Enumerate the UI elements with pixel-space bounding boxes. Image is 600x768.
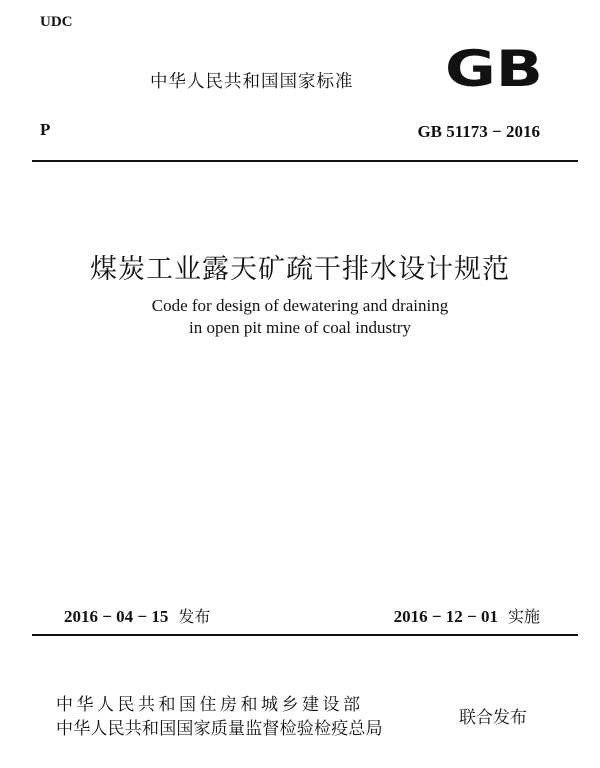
issue-date: 2016 − 04 − 15 [64, 607, 169, 626]
gb-logo-text: GB [445, 42, 543, 90]
implement-label: 实施 [507, 607, 540, 626]
issue-label: 发布 [178, 607, 211, 626]
top-divider [32, 160, 578, 162]
gb-logo [444, 42, 544, 90]
title-english-line-1: Code for design of dewatering and draining [151, 296, 449, 315]
title-chinese: 煤炭工业露天矿疏干排水设计规范 [90, 254, 510, 285]
publisher-line-1: 中华人民共和国住房和城乡建设部 [56, 695, 364, 715]
implement-date: 2016 − 12 − 01 [393, 607, 498, 626]
implement-date-block [394, 604, 540, 627]
publisher-line-2: 中华人民共和国国家质量监督检验检疫总局 [56, 719, 383, 739]
issue-date-block [64, 604, 210, 627]
national-standard-heading: 中华人民共和国国家标准 [150, 72, 354, 92]
standard-number: GB 51173 − 2016 [417, 122, 540, 141]
udc-label: UDC [40, 14, 73, 30]
joint-publish-label: 联合发布 [459, 708, 527, 728]
category-code: P [40, 120, 51, 139]
bottom-divider [32, 634, 578, 636]
title-english-line-2: in open pit mine of coal industry [189, 318, 411, 337]
